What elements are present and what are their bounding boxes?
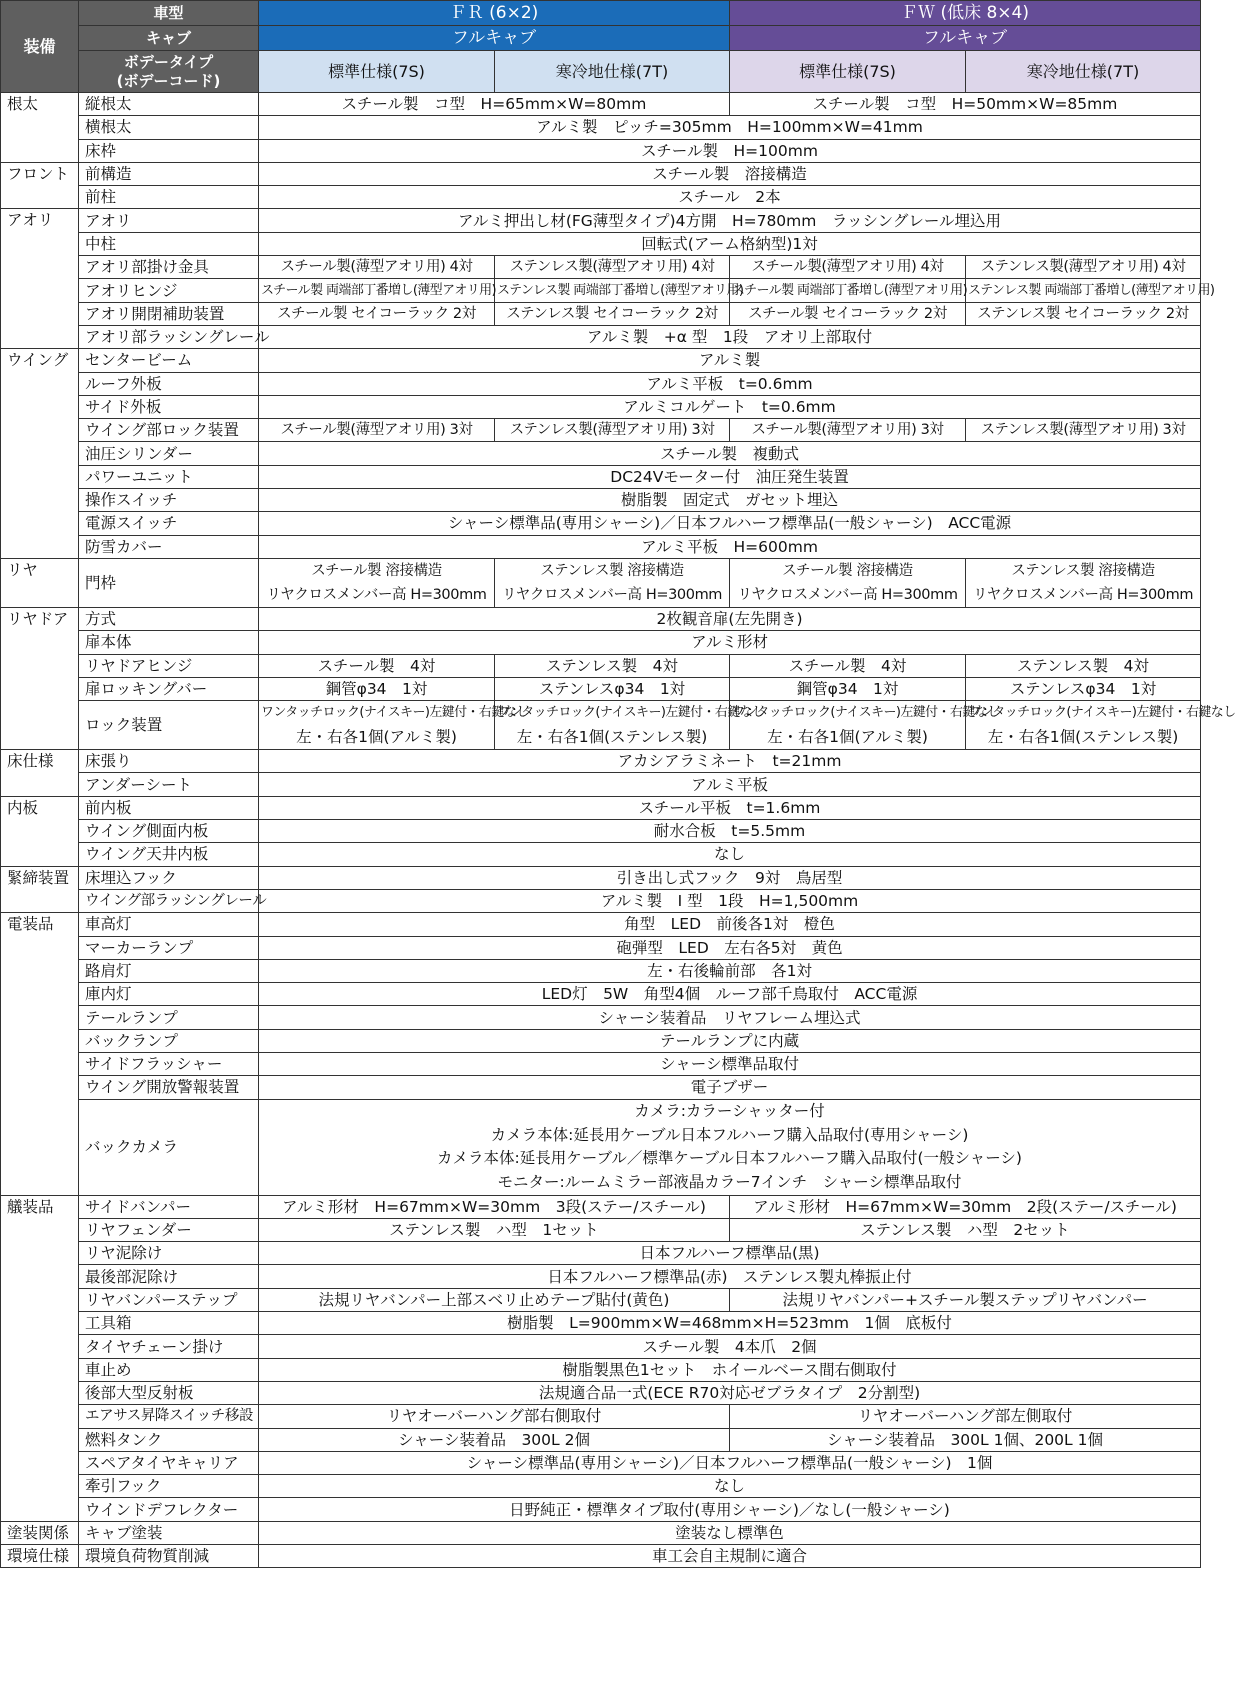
value-cell: テールランプに内蔵 — [259, 1029, 1201, 1052]
value-cell: 角型 LED 前後各1対 橙色 — [259, 913, 1201, 936]
fr-value-cell: スチール製 コ型 H=65mm×W=80mm — [259, 93, 730, 116]
table-row — [1, 983, 1201, 1006]
item-cell: ウイング側面内板 — [79, 820, 259, 843]
table-row — [1, 372, 1201, 395]
value-cell: スチール製(薄型アオリ用) 4対 — [730, 256, 966, 279]
item-cell: 前内板 — [79, 796, 259, 819]
item-cell: 縦根太 — [79, 93, 259, 116]
item-cell: 燃料タンク — [79, 1428, 259, 1451]
value-cell: アカシアラミネート t=21mm — [259, 750, 1201, 773]
table-row — [1, 750, 1201, 773]
table-row — [1, 1029, 1201, 1052]
table-row — [1, 1265, 1201, 1288]
fr-value-cell: アルミ形材 H=67mm×W=30mm 3段(ステー/スチール) — [259, 1195, 730, 1218]
item-cell: マーカーランプ — [79, 936, 259, 959]
item-cell: サイド外板 — [79, 395, 259, 418]
item-cell: ウインドデフレクター — [79, 1498, 259, 1521]
table-row — [1, 1428, 1201, 1451]
item-cell: 方式 — [79, 607, 259, 630]
value-cell: 耐水合板 t=5.5mm — [259, 820, 1201, 843]
value-line: ステンレス製 溶接構造 — [540, 562, 684, 579]
item-cell: 車高灯 — [79, 913, 259, 936]
value-line: 左・右各1個(ステンレス製) — [516, 728, 708, 747]
value-cell: アルミ平板 H=600mm — [259, 535, 1201, 558]
table-row — [1, 186, 1201, 209]
item-cell: リヤバンパーステップ — [79, 1288, 259, 1311]
fr-standard-header: 標準仕様(7S) — [259, 51, 495, 93]
item-cell: 環境負荷物質削減 — [79, 1545, 259, 1568]
table-row — [1, 232, 1201, 255]
value-cell: 左・右後輪前部 各1対 — [259, 959, 1201, 982]
fr-cold-header: 寒冷地仕様(7T) — [495, 51, 730, 93]
fw-model-header: ＦＷ (低床 8×4) — [730, 1, 1201, 26]
table-row — [1, 1475, 1201, 1498]
table-row — [1, 1242, 1201, 1265]
value-cell: スチール製 4本爪 2個 — [259, 1335, 1201, 1358]
value-cell: アルミ押出し材(FG薄型タイプ)4方開 H=780mm ラッシングレール埋込用 — [259, 209, 1201, 232]
table-row — [1, 796, 1201, 819]
item-cell: 最後部泥除け — [79, 1265, 259, 1288]
item-cell: バックランプ — [79, 1029, 259, 1052]
header-row-vehicle-type — [1, 1, 1201, 26]
item-cell: ウイング部ラッシングレール — [79, 889, 259, 912]
table-row — [1, 139, 1201, 162]
item-cell: バックカメラ — [79, 1099, 259, 1195]
value-cell: DC24Vモーター付 油圧発生装置 — [259, 465, 1201, 488]
table-row — [1, 866, 1201, 889]
category-cell: 塗装関係 — [1, 1521, 79, 1544]
table-row — [1, 1358, 1201, 1381]
item-cell: リヤフェンダー — [79, 1218, 259, 1241]
value-line: ワンタッチロック(ナイスキー)左鍵付・右鍵なし — [497, 705, 765, 721]
value-cell: スチール製 複動式 — [259, 442, 1201, 465]
table-row — [1, 512, 1201, 535]
item-cell: リヤドアヒンジ — [79, 654, 259, 677]
value-cell: アルミ形材 — [259, 631, 1201, 654]
value-cell: 回転式(アーム格納型)1対 — [259, 232, 1201, 255]
value-cell: 法規適合品一式(ECE R70対応ゼブラタイプ 2分割型) — [259, 1381, 1201, 1404]
table-row — [1, 349, 1201, 372]
value-cell: スチール製 4対 — [730, 654, 966, 677]
value-line: 左・右各1個(ステンレス製) — [987, 728, 1179, 747]
value-cell — [259, 558, 495, 607]
value-cell: ステンレス製(薄型アオリ用) 3対 — [966, 419, 1201, 442]
value-cell: 日野純正・標準タイプ取付(専用シャーシ)／なし(一般シャーシ) — [259, 1498, 1201, 1521]
fw-value-cell: 法規リヤバンパー+スチール製ステップリヤバンパー — [730, 1288, 1201, 1311]
header-row-cab — [1, 26, 1201, 51]
value-cell: 鋼管φ34 1対 — [730, 677, 966, 700]
item-cell: アオリ開閉補助装置 — [79, 302, 259, 325]
value-cell: なし — [259, 843, 1201, 866]
value-cell: 塗装なし標準色 — [259, 1521, 1201, 1544]
value-line: カメラ本体:延長用ケーブル／標準ケーブル日本フルハーフ購入品取付(一般シャーシ) — [437, 1149, 1022, 1168]
table-row — [1, 1381, 1201, 1404]
item-cell: アオリ部掛け金具 — [79, 256, 259, 279]
category-cell: フロント — [1, 162, 79, 209]
table-row — [1, 256, 1201, 279]
fw-cold-header: 寒冷地仕様(7T) — [966, 51, 1201, 93]
value-line: ワンタッチロック(ナイスキー)左鍵付・右鍵なし — [968, 705, 1236, 721]
table-row — [1, 820, 1201, 843]
table-row — [1, 959, 1201, 982]
value-cell: アルミコルゲート t=0.6mm — [259, 395, 1201, 418]
item-cell: リヤ泥除け — [79, 1242, 259, 1265]
table-row — [1, 913, 1201, 936]
value-cell — [730, 701, 1000, 750]
value-cell — [259, 1099, 1201, 1195]
value-cell: アルミ製 — [259, 349, 1201, 372]
value-cell: アルミ平板 t=0.6mm — [259, 372, 1201, 395]
fw-cab-header: フルキャブ — [730, 26, 1201, 51]
item-cell: エアサス昇降スイッチ移設 — [79, 1405, 259, 1428]
table-row — [1, 631, 1201, 654]
value-cell: 鋼管φ34 1対 — [259, 677, 495, 700]
table-row — [1, 162, 1201, 185]
fw-value-cell: ステンレス製 ハ型 2セット — [730, 1218, 1201, 1241]
value-cell: LED灯 5W 角型4個 ルーフ部千鳥取付 ACC電源 — [259, 983, 1201, 1006]
header-row-body-type — [1, 51, 1201, 93]
table-row — [1, 1405, 1201, 1428]
item-cell: ウイング部ロック装置 — [79, 419, 259, 442]
value-cell: 砲弾型 LED 左右各5対 黄色 — [259, 936, 1201, 959]
item-cell: 路肩灯 — [79, 959, 259, 982]
table-row — [1, 1335, 1201, 1358]
value-cell: アルミ平板 — [259, 773, 1201, 796]
category-cell: 緊締装置 — [1, 866, 79, 913]
table-row — [1, 677, 1201, 700]
value-line: スチール製 溶接構造 — [782, 562, 913, 579]
value-line: モニター:ルームミラー部液晶カラー7インチ シャーシ標準品取付 — [497, 1172, 962, 1191]
value-cell: ステンレス製(薄型アオリ用) 3対 — [495, 419, 730, 442]
item-cell: スペアタイヤキャリア — [79, 1451, 259, 1474]
value-cell: ステンレス製 セイコーラック 2対 — [495, 302, 730, 325]
value-cell: スチール製 セイコーラック 2対 — [730, 302, 966, 325]
item-cell: ウイング開放警報装置 — [79, 1076, 259, 1099]
category-cell: 電装品 — [1, 913, 79, 1195]
item-cell: 前柱 — [79, 186, 259, 209]
body-type-label — [79, 51, 259, 93]
category-cell: アオリ — [1, 209, 79, 349]
value-cell: ステンレス製 4対 — [495, 654, 730, 677]
table-row — [1, 1312, 1201, 1335]
table-row — [1, 419, 1201, 442]
value-cell: アルミ製 ピッチ=305mm H=100mm×W=41mm — [259, 116, 1201, 139]
table-row — [1, 701, 1201, 750]
table-row — [1, 1545, 1201, 1568]
item-cell: 横根太 — [79, 116, 259, 139]
value-line: ワンタッチロック(ナイスキー)左鍵付・右鍵なし — [732, 705, 1000, 721]
value-line: 左・右各1個(アルミ製) — [767, 728, 928, 747]
item-cell: アンダーシート — [79, 773, 259, 796]
table-row — [1, 1451, 1201, 1474]
fr-value-cell: 法規リヤバンパー上部スベリ止めテープ貼付(黄色) — [259, 1288, 730, 1311]
item-cell: 防雪カバー — [79, 535, 259, 558]
fw-value-cell: リヤオーバーハング部左側取付 — [730, 1405, 1201, 1428]
item-cell: センタービーム — [79, 349, 259, 372]
cab-label: キャブ — [79, 26, 259, 51]
fr-model-header: ＦＲ (6×2) — [259, 1, 730, 26]
table-row — [1, 1052, 1201, 1075]
value-cell: スチール製 H=100mm — [259, 139, 1201, 162]
value-cell — [966, 701, 1236, 750]
value-cell: ステンレスφ34 1対 — [495, 677, 730, 700]
table-row — [1, 1288, 1201, 1311]
table-row — [1, 325, 1201, 348]
item-cell: 車止め — [79, 1358, 259, 1381]
value-cell: ステンレス製 セイコーラック 2対 — [966, 302, 1201, 325]
value-cell: 樹脂製黒色1セット ホイールベース間右側取付 — [259, 1358, 1201, 1381]
fw-value-cell: スチール製 コ型 H=50mm×W=85mm — [730, 93, 1201, 116]
value-cell: スチール製(薄型アオリ用) 3対 — [259, 419, 495, 442]
table-row — [1, 395, 1201, 418]
value-line: リヤクロスメンバー高 H=300mm — [501, 586, 723, 603]
table-row — [1, 889, 1201, 912]
fr-cab-header: フルキャブ — [259, 26, 730, 51]
item-cell: 操作スイッチ — [79, 489, 259, 512]
value-line: カメラ本体:延長用ケーブル日本フルハーフ購入品取付(専用シャーシ) — [490, 1125, 969, 1144]
value-line: 左・右各1個(アルミ製) — [296, 728, 457, 747]
value-cell: ステンレス製(薄型アオリ用) 4対 — [966, 256, 1201, 279]
value-cell — [495, 558, 730, 607]
item-cell: キャブ塗装 — [79, 1521, 259, 1544]
value-cell: 日本フルハーフ標準品(黒) — [259, 1242, 1201, 1265]
item-cell: ルーフ外板 — [79, 372, 259, 395]
table-row — [1, 1195, 1201, 1218]
value-cell: ステンレスφ34 1対 — [966, 677, 1201, 700]
value-cell: アルミ製 +α 型 1段 アオリ上部取付 — [259, 325, 1201, 348]
value-cell: 樹脂製 L=900mm×W=468mm×H=523mm 1個 底板付 — [259, 1312, 1201, 1335]
table-row — [1, 607, 1201, 630]
table-row — [1, 1099, 1201, 1195]
item-cell: 前構造 — [79, 162, 259, 185]
value-cell: シャーシ装着品 リヤフレーム埋込式 — [259, 1006, 1201, 1029]
value-cell: 2枚観音扉(左先開き) — [259, 607, 1201, 630]
value-cell: スチール製 両端部丁番増し(薄型アオリ用) — [259, 279, 495, 302]
table-row — [1, 489, 1201, 512]
value-cell: スチール製 両端部丁番増し(薄型アオリ用) — [730, 279, 966, 302]
value-cell: スチール製 セイコーラック 2対 — [259, 302, 495, 325]
value-cell: シャーシ標準品取付 — [259, 1052, 1201, 1075]
fw-standard-header: 標準仕様(7S) — [730, 51, 966, 93]
table-row — [1, 1076, 1201, 1099]
category-cell: 艤装品 — [1, 1195, 79, 1521]
table-row — [1, 535, 1201, 558]
value-line: スチール製 溶接構造 — [311, 562, 442, 579]
value-cell — [259, 701, 529, 750]
value-cell: ステンレス製 両端部丁番増し(薄型アオリ用) — [495, 279, 730, 302]
item-cell: アオリヒンジ — [79, 279, 259, 302]
body-type-line2: (ボデーコード) — [116, 71, 221, 90]
table-row — [1, 773, 1201, 796]
value-cell: 樹脂製 固定式 ガセット埋込 — [259, 489, 1201, 512]
table-row — [1, 558, 1201, 607]
value-cell: 引き出し式フック 9対 鳥居型 — [259, 866, 1201, 889]
table-row — [1, 654, 1201, 677]
value-cell: ステンレス製 4対 — [966, 654, 1201, 677]
item-cell: 庫内灯 — [79, 983, 259, 1006]
value-cell: ステンレス製(薄型アオリ用) 4対 — [495, 256, 730, 279]
value-line: カメラ:カラーシャッター付 — [634, 1102, 825, 1121]
value-cell: スチール製 溶接構造 — [259, 162, 1201, 185]
category-cell: リヤドア — [1, 607, 79, 749]
category-cell: 環境仕様 — [1, 1545, 79, 1568]
body-type-line1: ボデータイプ — [123, 52, 214, 71]
table-row — [1, 279, 1201, 302]
table-row — [1, 116, 1201, 139]
item-cell: サイドフラッシャー — [79, 1052, 259, 1075]
item-cell: 電源スイッチ — [79, 512, 259, 535]
value-cell: シャーシ標準品(専用シャーシ)／日本フルハーフ標準品(一般シャーシ) 1個 — [259, 1451, 1201, 1474]
value-line: リヤクロスメンバー高 H=300mm — [266, 586, 487, 603]
fw-value-cell: シャーシ装着品 300L 1個、200L 1個 — [730, 1428, 1201, 1451]
item-cell: 油圧シリンダー — [79, 442, 259, 465]
item-cell: 中柱 — [79, 232, 259, 255]
fr-value-cell: シャーシ装着品 300L 2個 — [259, 1428, 730, 1451]
value-cell: スチール製(薄型アオリ用) 4対 — [259, 256, 495, 279]
value-cell: シャーシ標準品(専用シャーシ)／日本フルハーフ標準品(一般シャーシ) ACC電源 — [259, 512, 1201, 535]
item-cell: アオリ — [79, 209, 259, 232]
table-row — [1, 1218, 1201, 1241]
item-cell: 扉本体 — [79, 631, 259, 654]
table-row — [1, 302, 1201, 325]
category-cell: 根太 — [1, 93, 79, 163]
value-cell: 日本フルハーフ標準品(赤) ステンレス製丸棒振止付 — [259, 1265, 1201, 1288]
value-cell: スチール 2本 — [259, 186, 1201, 209]
value-cell — [730, 558, 966, 607]
fr-value-cell: ステンレス製 ハ型 1セット — [259, 1218, 730, 1241]
value-line: リヤクロスメンバー高 H=300mm — [737, 586, 958, 603]
table-row — [1, 465, 1201, 488]
value-line: ステンレス製 溶接構造 — [1011, 562, 1155, 579]
category-cell: リヤ — [1, 558, 79, 607]
vehicle-type-label: 車型 — [79, 1, 259, 26]
value-line: ワンタッチロック(ナイスキー)左鍵付・右鍵なし — [261, 705, 529, 721]
table-row — [1, 936, 1201, 959]
table-row — [1, 843, 1201, 866]
value-cell — [495, 701, 765, 750]
value-cell: 電子ブザー — [259, 1076, 1201, 1099]
table-row — [1, 93, 1201, 116]
value-line: リヤクロスメンバー高 H=300mm — [972, 586, 1194, 603]
table-row — [1, 442, 1201, 465]
table-row — [1, 209, 1201, 232]
item-cell: アオリ部ラッシングレール — [79, 325, 259, 348]
item-cell: 後部大型反射板 — [79, 1381, 259, 1404]
table-row — [1, 1521, 1201, 1544]
item-cell: 牽引フック — [79, 1475, 259, 1498]
value-cell — [966, 558, 1201, 607]
item-cell: 床枠 — [79, 139, 259, 162]
item-cell: パワーユニット — [79, 465, 259, 488]
value-cell: スチール平板 t=1.6mm — [259, 796, 1201, 819]
value-cell: 車工会自主規制に適合 — [259, 1545, 1201, 1568]
value-cell: アルミ製 I 型 1段 H=1,500mm — [259, 889, 1201, 912]
item-cell: ロック装置 — [79, 701, 259, 750]
fw-value-cell: アルミ形材 H=67mm×W=30mm 2段(ステー/スチール) — [730, 1195, 1201, 1218]
table-row — [1, 1006, 1201, 1029]
value-cell: スチール製 4対 — [259, 654, 495, 677]
item-cell: テールランプ — [79, 1006, 259, 1029]
category-cell: 床仕様 — [1, 750, 79, 797]
item-cell: 扉ロッキングバー — [79, 677, 259, 700]
item-cell: 工具箱 — [79, 1312, 259, 1335]
item-cell: 床埋込フック — [79, 866, 259, 889]
item-cell: サイドバンパー — [79, 1195, 259, 1218]
value-cell: なし — [259, 1475, 1201, 1498]
item-cell: 門枠 — [79, 558, 259, 607]
fr-value-cell: リヤオーバーハング部右側取付 — [259, 1405, 730, 1428]
item-cell: タイヤチェーン掛け — [79, 1335, 259, 1358]
value-cell: スチール製(薄型アオリ用) 3対 — [730, 419, 966, 442]
value-cell: ステンレス製 両端部丁番増し(薄型アオリ用) — [966, 279, 1201, 302]
item-cell: ウイング天井内板 — [79, 843, 259, 866]
category-cell: 内板 — [1, 796, 79, 866]
item-cell: 床張り — [79, 750, 259, 773]
category-cell: ウイング — [1, 349, 79, 559]
equipment-header: 装備 — [1, 1, 79, 93]
table-row — [1, 1498, 1201, 1521]
